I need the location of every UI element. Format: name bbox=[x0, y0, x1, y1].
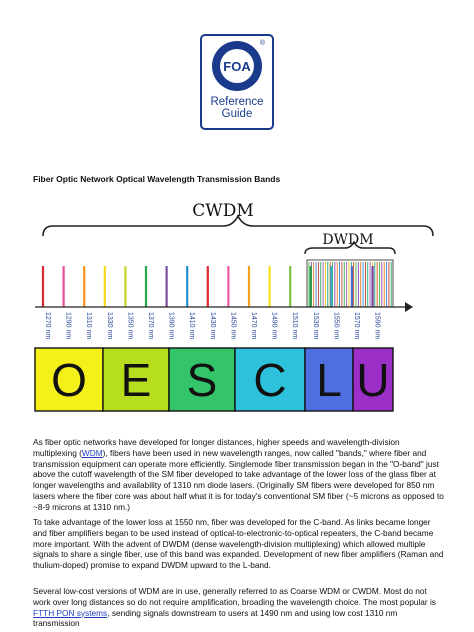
wavelength-label: 1270 nm bbox=[44, 312, 51, 340]
wavelength-label: 1390 nm bbox=[167, 312, 175, 340]
wavelength-label: 1510 nm bbox=[291, 312, 299, 340]
axis-arrowhead bbox=[405, 302, 413, 312]
logo-caption-guide: Guide bbox=[221, 108, 253, 120]
wavelength-labels bbox=[44, 312, 381, 339]
logo-caption-reference: Reference bbox=[210, 96, 264, 108]
wdm-link[interactable]: WDM bbox=[81, 447, 103, 458]
band-letter: E bbox=[120, 354, 152, 406]
wavelength-label: 1350 nm bbox=[126, 312, 134, 340]
wavelength-label: 1330 nm bbox=[105, 312, 113, 340]
wavelength-label: 1530 nm bbox=[311, 312, 319, 340]
paragraph-cwdm bbox=[33, 586, 445, 629]
band-o bbox=[35, 348, 103, 411]
logo-caption bbox=[202, 96, 272, 120]
wavelength-label: 1310 nm bbox=[85, 312, 93, 340]
dwdm-channel-box bbox=[307, 260, 393, 307]
wavelength-label: 1450 nm bbox=[229, 312, 237, 340]
wavelength-bands-figure bbox=[33, 196, 443, 428]
band-bar bbox=[35, 348, 393, 411]
wavelength-label: 1430 nm bbox=[208, 312, 216, 340]
wavelength-label: 1370 nm bbox=[147, 312, 154, 340]
document-title: Fiber Optic Network Optical Wavelength Transmission Bands bbox=[33, 174, 281, 184]
p1-text-b: ), fibers have been used in new wavelength ranges, now called "bands," where fiber and transmission equipment can operate more efficiently. Singlemode fiber transmission began in the "O-band" just above the cutoff wavelength of the SM fiber developed to take advantage of the lower loss of the glass fiber at longer wavelengths and availability of 1310 nm diode lasers. (Originally SM fibers were developed for 850 nm lasers where the fiber core was about half what it is for today's conventional SM fiber (~5 microns as opposed to ~8-9 microns at 1310 nm.) bbox=[33, 447, 444, 512]
p3-text-b: , sending signals downstream to users at 1490 nm and using low cost 1310 nm transmission bbox=[33, 607, 398, 629]
wavelength-label: 1570 nm bbox=[353, 312, 360, 340]
wavelength-label: 1490 nm bbox=[270, 312, 278, 340]
p1-text-a: As fiber optic networks have developed for longer distances, higher speeds and wavelength-division multiplexing ( bbox=[33, 437, 400, 458]
band-letter: S bbox=[186, 354, 218, 406]
foa-logo bbox=[200, 34, 274, 130]
registered-mark: ® bbox=[259, 40, 265, 47]
ftth-pon-link[interactable]: FTTH PON systems bbox=[33, 607, 108, 618]
foa-emblem-center bbox=[220, 49, 254, 83]
p3-text-a: Several low-cost versions of WDM are in use, generally referred to as Coarse WDM or CWDM. Most do not work over long distances so do not require amplification, broading the wavelength choice. The most popular is bbox=[33, 586, 436, 607]
paragraph-c-band: To take advantage of the lower loss at 1550 nm, fiber was developed for the C-band. As links became longer and fiber amplifiers began to be used instead of optical-to-electronic-to-optical repeaters, the C-band became more important. With the advent of DWDM (dense wavelength-division multiplexing) which allowed multiple signals to share a single fiber, use of this band was expanded. Development of new fiber amplifiers (Raman and thulium-doped) promise to expand DWDM upward to the L-band. bbox=[33, 517, 444, 571]
band-letter: O bbox=[51, 354, 87, 406]
dwdm-channel-cluster bbox=[307, 260, 393, 307]
band-l bbox=[305, 348, 353, 411]
wavelength-label: 1550 nm bbox=[332, 312, 340, 340]
band-s bbox=[169, 348, 235, 411]
wavelength-label: 1410 nm bbox=[188, 312, 196, 340]
wavelength-label: 1470 nm bbox=[250, 312, 257, 340]
band-e bbox=[103, 348, 169, 411]
wavelength-label: 1590 nm bbox=[373, 312, 381, 340]
band-letter: U bbox=[356, 354, 390, 406]
band-letter: C bbox=[253, 354, 287, 406]
foa-mark: FOA bbox=[223, 59, 251, 74]
foa-emblem bbox=[212, 40, 265, 91]
dwdm-label: DWDM bbox=[322, 232, 374, 248]
cwdm-label: CWDM bbox=[192, 201, 254, 221]
paragraph-bands-intro bbox=[33, 437, 445, 513]
band-u bbox=[353, 348, 393, 411]
band-c bbox=[235, 348, 305, 411]
wavelength-label: 1290 nm bbox=[64, 312, 72, 340]
band-letter: L bbox=[316, 354, 342, 406]
